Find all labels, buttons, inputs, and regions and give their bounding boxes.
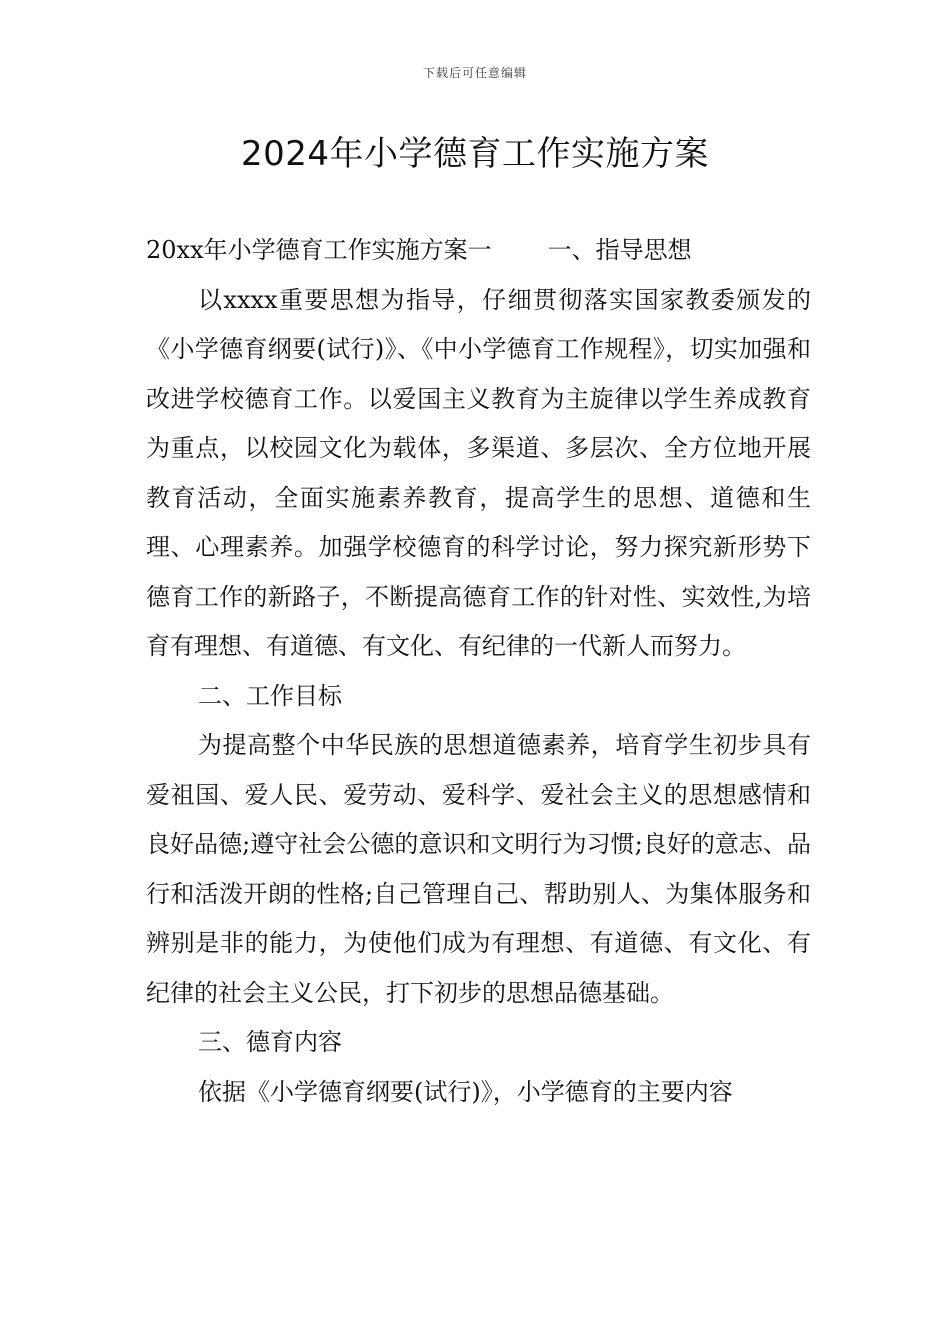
paragraph-guiding-thought: 以xxxx重要思想为指导，仔细贯彻落实国家教委颁发的《小学德育纲要(试行)》、《中小学德育工作规程》，切实加强和改进学校德育工作。以爱国主义教育为主旋律以学生养成教育为重点，以校园文化为载体，多渠道、多层次、全方位地开展教育活动，全面实施素养教育，提高学生的思想、道德和生理、心理素养。加强学校德育的科学讨论，努力探究新形势下德育工作的新路子，不断提高德育工作的针对性、实效性,为培育有理想、有道德、有文化、有纪律的一代新人而努力。 [146, 285, 811, 660]
section-heading-guiding-thought: 一、指导思想 [547, 236, 692, 264]
paragraph-moral-content: 依据《小学德育纲要(试行)》，小学德育的主要内容 [198, 1077, 733, 1106]
header-note: 下载后可任意编辑 [422, 66, 527, 80]
paragraph-work-goals: 为提高整个中华民族的思想道德素养，培育学生初步具有爱祖国、爱人民、爱劳动、爱科学、爱社会主义的思想感情和良好品德;遵守社会公德的意识和文明行为习惯;良好的意志、品行和活泼开朗的性格;自己管理自己、帮助别人、为集体服务和辨别是非的能力，为使他们成为有理想、有道德、有文化、有纪律的社会主义公民，打下初步的思想品德基础。 [146, 731, 811, 1007]
intro-line [146, 226, 811, 276]
intro-document-label: 20xx年小学德育工作实施方案一 [146, 236, 492, 264]
section-heading-work-goals: 二、工作目标 [198, 681, 342, 710]
section-heading-moral-content: 三、德育内容 [198, 1028, 342, 1056]
document-body [146, 226, 811, 1117]
document-title: 2024年小学德育工作实施方案 [240, 134, 710, 174]
